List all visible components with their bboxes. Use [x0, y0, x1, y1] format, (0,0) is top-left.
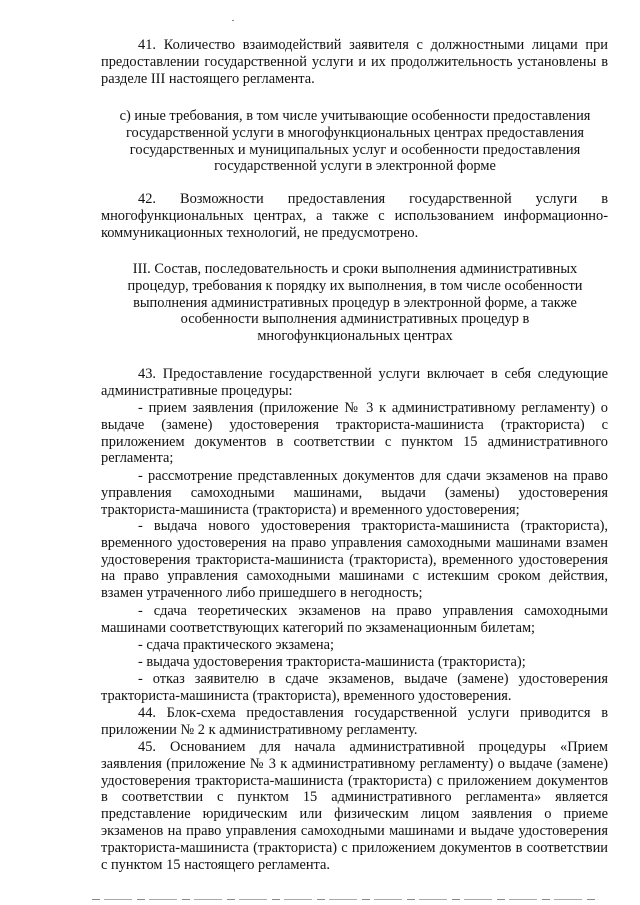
scan-speck: [232, 20, 234, 21]
subsection-c-heading: с) иные требования, в том числе учитывающие особенности предоставления государственной услуги в многофункциональных центрах предоставления государственных и муниципальных услуг и особенности предоставления государственной услуги в электронной форме: [119, 108, 591, 175]
list-item: - сдача практического экзамена;: [138, 637, 335, 653]
list-item: - сдача теоретических экзаменов на право управления самоходными машинами соответствующих категорий по экзаменационным билетам;: [101, 603, 608, 636]
paragraph-45: 45. Основанием для начала административной процедуры «Прием заявления (приложение № 3 к административному регламенту) о выдаче (замене) удостоверения тракториста-машиниста (тракториста) с приложением документов в соответствии с пунктом 15 административного регламента» является представление юридическим или физическим лицом заявления о приеме экзаменов на право управления самоходными машинами и выдаче удостоверения тракториста-машиниста (тракториста) с приложением документов в соответствии с пунктом 15 настоящего регламента.: [101, 739, 608, 873]
paragraph-42: 42. Возможности предоставления государственной услуги в многофункциональных центрах, а также с использованием информационно-коммуникационных технологий, не предусмотрено.: [101, 191, 608, 241]
list-item: - прием заявления (приложение № 3 к административному регламенту) о выдаче (замене) удостоверения тракториста-машиниста (тракториста) с приложением документов в соответствии с пунктом 15 административного регламента;: [101, 400, 608, 467]
section-3-heading: III. Состав, последовательность и сроки выполнения административных процедур, требования к порядку их выполнения, в том числе особенности выполнения административных процедур в электронной форме, а также особенности выполнения административных процедур в многофункциональных центрах: [127, 261, 583, 345]
list-item: - выдача нового удостоверения тракториста-машиниста (тракториста), временного удостоверения на право управления самоходными машинами взамен удостоверения тракториста-машиниста (тракториста), временного удостоверения на право управления самоходными машинами с истекшим сроком действия, взамен утраченного либо пришедшего в негодность;: [101, 518, 608, 602]
list-item: - выдача удостоверения тракториста-машиниста (тракториста);: [138, 654, 526, 670]
paragraph-43: 43. Предоставление государственной услуги включает в себя следующие административные процедуры:: [101, 366, 608, 399]
list-item: - отказ заявителю в сдаче экзаменов, выдаче (замене) удостоверения тракториста-машиниста (тракториста), временного удостоверения.: [101, 671, 608, 704]
paragraph-44: 44. Блок-схема предоставления государственной услуги приводится в приложении № 2 к административному регламенту.: [101, 705, 608, 738]
page-bottom-edge: [92, 899, 597, 900]
list-item: - рассмотрение представленных документов для сдачи экзаменов на право управления самоходными машинами, выдачи (замены) удостоверения тракториста-машиниста (тракториста) и временного удостоверения;: [101, 468, 608, 518]
paragraph-41: 41. Количество взаимодействий заявителя с должностными лицами при предоставлении государственной услуги и их продолжительность установлены в разделе III настоящего регламента.: [101, 37, 608, 87]
